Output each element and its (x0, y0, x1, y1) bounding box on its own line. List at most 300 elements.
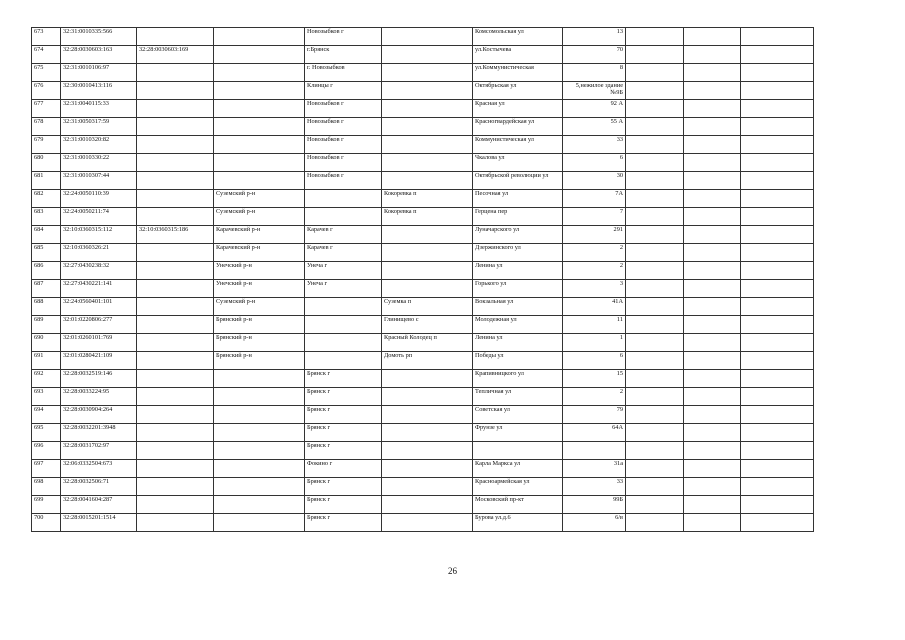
cadastral-number-2-cell (137, 208, 214, 226)
street-cell: Коммунистическая ул (473, 136, 563, 154)
settlement-cell (382, 424, 473, 442)
empty-cell (741, 298, 814, 316)
cadastral-number-cell: 32:28:0030603:163 (61, 46, 137, 64)
settlement-cell (382, 46, 473, 64)
street-cell: Луначарского ул (473, 226, 563, 244)
table-row (32, 64, 814, 82)
street-cell (473, 442, 563, 460)
settlement-cell (382, 442, 473, 460)
empty-cell (626, 244, 684, 262)
district-cell (214, 172, 305, 190)
cadastral-number-2-cell (137, 424, 214, 442)
empty-cell (741, 154, 814, 172)
city-cell: Клинцы г (305, 82, 382, 100)
street-cell: Дзержинского ул (473, 244, 563, 262)
house-number-cell: 8 (563, 64, 626, 82)
city-cell: г. Новозыбков (305, 64, 382, 82)
empty-cell (684, 100, 741, 118)
district-cell: Брянский р-н (214, 334, 305, 352)
district-cell: Суземский р-н (214, 208, 305, 226)
house-number-cell: 55 А (563, 118, 626, 136)
city-cell: Новозыбков г (305, 100, 382, 118)
empty-cell (626, 136, 684, 154)
row-number-cell: 675 (32, 64, 61, 82)
cadastral-number-cell: 32:31:0010330:22 (61, 154, 137, 172)
empty-cell (684, 460, 741, 478)
table-row (32, 280, 814, 298)
street-cell: Октябрьская ул (473, 82, 563, 100)
row-number-cell: 676 (32, 82, 61, 100)
cadastral-number-2-cell (137, 172, 214, 190)
street-cell: Молодежная ул (473, 316, 563, 334)
row-number-cell: 693 (32, 388, 61, 406)
district-cell (214, 118, 305, 136)
cadastral-number-2-cell (137, 316, 214, 334)
house-number-cell: 7А (563, 190, 626, 208)
row-number-cell: 686 (32, 262, 61, 280)
empty-cell (741, 514, 814, 532)
row-number-cell: 688 (32, 298, 61, 316)
cadastral-number-cell: 32:28:0032506:71 (61, 478, 137, 496)
empty-cell (684, 28, 741, 46)
empty-cell (626, 370, 684, 388)
cadastral-number-2-cell (137, 334, 214, 352)
settlement-cell: Кокоревка п (382, 208, 473, 226)
empty-cell (626, 298, 684, 316)
house-number-cell: 1 (563, 334, 626, 352)
district-cell (214, 28, 305, 46)
street-cell: Бурова ул.д.6 (473, 514, 563, 532)
table-row (32, 478, 814, 496)
empty-cell (626, 352, 684, 370)
district-cell (214, 406, 305, 424)
city-cell: Брянск г (305, 406, 382, 424)
settlement-cell (382, 136, 473, 154)
empty-cell (684, 262, 741, 280)
house-number-cell: 33 (563, 136, 626, 154)
settlement-cell (382, 478, 473, 496)
house-number-cell: 92 А (563, 100, 626, 118)
empty-cell (684, 172, 741, 190)
empty-cell (741, 370, 814, 388)
table-row (32, 334, 814, 352)
cadastral-number-2-cell (137, 262, 214, 280)
district-cell: Суземский р-н (214, 190, 305, 208)
city-cell (305, 334, 382, 352)
cadastral-number-cell: 32:27:0430238:32 (61, 262, 137, 280)
street-cell: Красноармейская ул (473, 478, 563, 496)
cadastral-number-cell: 32:10:0360315:112 (61, 226, 137, 244)
cadastral-number-cell: 32:28:0030904:264 (61, 406, 137, 424)
empty-cell (741, 442, 814, 460)
row-number-cell: 689 (32, 316, 61, 334)
empty-cell (684, 352, 741, 370)
house-number-cell: 2 (563, 244, 626, 262)
empty-cell (741, 82, 814, 100)
district-cell (214, 82, 305, 100)
empty-cell (741, 406, 814, 424)
table-row (32, 172, 814, 190)
empty-cell (626, 172, 684, 190)
empty-cell (684, 154, 741, 172)
empty-cell (626, 208, 684, 226)
district-cell (214, 478, 305, 496)
table-row (32, 226, 814, 244)
empty-cell (626, 442, 684, 460)
empty-cell (741, 244, 814, 262)
empty-cell (741, 46, 814, 64)
cadastral-number-cell: 32:24:0050110:39 (61, 190, 137, 208)
empty-cell (626, 316, 684, 334)
settlement-cell (382, 28, 473, 46)
city-cell: Карачев г (305, 244, 382, 262)
empty-cell (741, 226, 814, 244)
cadastral-number-cell: 32:31:0040115:33 (61, 100, 137, 118)
house-number-cell: 30 (563, 172, 626, 190)
empty-cell (626, 46, 684, 64)
empty-cell (741, 190, 814, 208)
cadastral-number-cell: 32:28:0032519:146 (61, 370, 137, 388)
street-cell: Советская ул (473, 406, 563, 424)
row-number-cell: 690 (32, 334, 61, 352)
city-cell: г.Брянск (305, 46, 382, 64)
settlement-cell (382, 406, 473, 424)
empty-cell (684, 514, 741, 532)
table-row (32, 388, 814, 406)
settlement-cell: Суземка п (382, 298, 473, 316)
cadastral-number-2-cell (137, 370, 214, 388)
district-cell (214, 388, 305, 406)
house-number-cell: 31а (563, 460, 626, 478)
settlement-cell (382, 172, 473, 190)
settlement-cell (382, 244, 473, 262)
district-cell: Брянский р-н (214, 316, 305, 334)
settlement-cell (382, 226, 473, 244)
cadastral-number-cell: 32:31:0010106:97 (61, 64, 137, 82)
street-cell: Песочная ул (473, 190, 563, 208)
empty-cell (684, 208, 741, 226)
cadastral-number-2-cell (137, 388, 214, 406)
cadastral-number-cell: 32:01:0260101:769 (61, 334, 137, 352)
table-row (32, 442, 814, 460)
city-cell: Унеча г (305, 262, 382, 280)
cadastral-number-cell: 32:31:0010320:82 (61, 136, 137, 154)
street-cell: Вокзальная ул (473, 298, 563, 316)
empty-cell (741, 172, 814, 190)
settlement-cell (382, 118, 473, 136)
cadastral-number-cell: 32:24:0050211:74 (61, 208, 137, 226)
table-row (32, 154, 814, 172)
property-table-sheet (31, 27, 814, 532)
row-number-cell: 677 (32, 100, 61, 118)
settlement-cell (382, 514, 473, 532)
cadastral-number-2-cell (137, 352, 214, 370)
street-cell: Тепличная ул (473, 388, 563, 406)
street-cell: Фрунзе ул (473, 424, 563, 442)
district-cell (214, 460, 305, 478)
settlement-cell (382, 154, 473, 172)
city-cell: Унеча г (305, 280, 382, 298)
empty-cell (626, 64, 684, 82)
empty-cell (684, 496, 741, 514)
house-number-cell: 3 (563, 280, 626, 298)
cadastral-number-2-cell: 32:10:0360315:186 (137, 226, 214, 244)
row-number-cell: 687 (32, 280, 61, 298)
empty-cell (626, 388, 684, 406)
empty-cell (684, 478, 741, 496)
property-table (31, 27, 814, 532)
district-cell: Унечский р-н (214, 280, 305, 298)
empty-cell (741, 118, 814, 136)
row-number-cell: 699 (32, 496, 61, 514)
empty-cell (684, 316, 741, 334)
street-cell: Ленина ул (473, 334, 563, 352)
district-cell (214, 442, 305, 460)
row-number-cell: 673 (32, 28, 61, 46)
city-cell: Брянск г (305, 442, 382, 460)
empty-cell (684, 190, 741, 208)
cadastral-number-cell: 32:28:0015201:1514 (61, 514, 137, 532)
city-cell: Новозыбков г (305, 136, 382, 154)
cadastral-number-2-cell: 32:28:0030603:169 (137, 46, 214, 64)
row-number-cell: 681 (32, 172, 61, 190)
table-row (32, 352, 814, 370)
row-number-cell: 678 (32, 118, 61, 136)
empty-cell (684, 442, 741, 460)
cadastral-number-cell: 32:01:0280421:109 (61, 352, 137, 370)
settlement-cell: Красный Колодец п (382, 334, 473, 352)
cadastral-number-cell: 32:28:0041604:287 (61, 496, 137, 514)
cadastral-number-2-cell (137, 190, 214, 208)
cadastral-number-2-cell (137, 496, 214, 514)
row-number-cell: 692 (32, 370, 61, 388)
settlement-cell (382, 370, 473, 388)
street-cell: Московский пр-кт (473, 496, 563, 514)
cadastral-number-2-cell (137, 406, 214, 424)
district-cell (214, 370, 305, 388)
city-cell (305, 190, 382, 208)
cadastral-number-2-cell (137, 64, 214, 82)
district-cell (214, 514, 305, 532)
empty-cell (684, 136, 741, 154)
house-number-cell (563, 442, 626, 460)
table-row (32, 244, 814, 262)
table-row (32, 46, 814, 64)
row-number-cell: 680 (32, 154, 61, 172)
cadastral-number-2-cell (137, 298, 214, 316)
table-row (32, 424, 814, 442)
cadastral-number-cell: 32:06:0332504:673 (61, 460, 137, 478)
empty-cell (684, 244, 741, 262)
house-number-cell: 291 (563, 226, 626, 244)
empty-cell (741, 388, 814, 406)
table-row (32, 262, 814, 280)
table-row (32, 316, 814, 334)
empty-cell (741, 262, 814, 280)
cadastral-number-2-cell (137, 460, 214, 478)
empty-cell (626, 154, 684, 172)
city-cell: Брянск г (305, 496, 382, 514)
settlement-cell (382, 64, 473, 82)
cadastral-number-cell: 32:10:0360326:21 (61, 244, 137, 262)
empty-cell (684, 298, 741, 316)
table-row (32, 370, 814, 388)
empty-cell (684, 334, 741, 352)
settlement-cell (382, 460, 473, 478)
city-cell: Новозыбков г (305, 118, 382, 136)
table-row (32, 406, 814, 424)
table-row (32, 28, 814, 46)
empty-cell (684, 424, 741, 442)
house-number-cell: 41А (563, 298, 626, 316)
empty-cell (684, 46, 741, 64)
house-number-cell: 6 (563, 154, 626, 172)
house-number-cell: 2 (563, 262, 626, 280)
table-row (32, 298, 814, 316)
district-cell: Суземский р-н (214, 298, 305, 316)
cadastral-number-cell: 32:31:0050317:59 (61, 118, 137, 136)
cadastral-number-2-cell (137, 154, 214, 172)
row-number-cell: 696 (32, 442, 61, 460)
district-cell: Карачевский р-н (214, 244, 305, 262)
cadastral-number-cell: 32:31:0010307:44 (61, 172, 137, 190)
street-cell: Герцена пер (473, 208, 563, 226)
district-cell (214, 424, 305, 442)
street-cell: Крапивницкого ул (473, 370, 563, 388)
empty-cell (741, 100, 814, 118)
street-cell: Горького ул (473, 280, 563, 298)
empty-cell (741, 478, 814, 496)
street-cell: Красная ул (473, 100, 563, 118)
house-number-cell: 6 (563, 352, 626, 370)
empty-cell (626, 82, 684, 100)
city-cell (305, 316, 382, 334)
cadastral-number-cell: 32:28:0032201:3948 (61, 424, 137, 442)
house-number-cell: 7 (563, 208, 626, 226)
empty-cell (741, 28, 814, 46)
house-number-cell: 2 (563, 388, 626, 406)
row-number-cell: 700 (32, 514, 61, 532)
empty-cell (741, 136, 814, 154)
table-row (32, 100, 814, 118)
district-cell (214, 46, 305, 64)
row-number-cell: 682 (32, 190, 61, 208)
settlement-cell (382, 280, 473, 298)
row-number-cell: 698 (32, 478, 61, 496)
house-number-cell: 11 (563, 316, 626, 334)
cadastral-number-cell: 32:30:0010413:116 (61, 82, 137, 100)
table-row (32, 208, 814, 226)
empty-cell (684, 64, 741, 82)
row-number-cell: 679 (32, 136, 61, 154)
street-cell: Комсомольская ул (473, 28, 563, 46)
empty-cell (741, 64, 814, 82)
empty-cell (741, 460, 814, 478)
house-number-cell: 33 (563, 478, 626, 496)
empty-cell (626, 262, 684, 280)
city-cell: Карачев г (305, 226, 382, 244)
house-number-cell: 70 (563, 46, 626, 64)
empty-cell (741, 316, 814, 334)
empty-cell (741, 334, 814, 352)
city-cell (305, 352, 382, 370)
empty-cell (741, 208, 814, 226)
house-number-cell: 13 (563, 28, 626, 46)
settlement-cell (382, 388, 473, 406)
street-cell: Чкалова ул (473, 154, 563, 172)
row-number-cell: 684 (32, 226, 61, 244)
row-number-cell: 694 (32, 406, 61, 424)
district-cell: Карачевский р-н (214, 226, 305, 244)
cadastral-number-cell: 32:31:0010335:566 (61, 28, 137, 46)
empty-cell (626, 514, 684, 532)
street-cell: ул.Костычева (473, 46, 563, 64)
city-cell: Брянск г (305, 514, 382, 532)
cadastral-number-cell: 32:01:0220806:277 (61, 316, 137, 334)
settlement-cell: Домоть рп (382, 352, 473, 370)
city-cell: Новозыбков г (305, 154, 382, 172)
empty-cell (684, 280, 741, 298)
table-row (32, 496, 814, 514)
city-cell: Брянск г (305, 388, 382, 406)
cadastral-number-2-cell (137, 136, 214, 154)
settlement-cell (382, 496, 473, 514)
empty-cell (626, 28, 684, 46)
row-number-cell: 683 (32, 208, 61, 226)
cadastral-number-2-cell (137, 82, 214, 100)
house-number-cell: 6/в (563, 514, 626, 532)
settlement-cell: Кокоревка п (382, 190, 473, 208)
district-cell: Унечский р-н (214, 262, 305, 280)
empty-cell (626, 190, 684, 208)
empty-cell (684, 370, 741, 388)
cadastral-number-2-cell (137, 442, 214, 460)
empty-cell (626, 118, 684, 136)
empty-cell (684, 118, 741, 136)
table-body (32, 28, 814, 532)
city-cell (305, 208, 382, 226)
district-cell (214, 496, 305, 514)
empty-cell (626, 100, 684, 118)
cadastral-number-2-cell (137, 280, 214, 298)
city-cell: Новозыбков г (305, 28, 382, 46)
empty-cell (626, 280, 684, 298)
table-row (32, 514, 814, 532)
empty-cell (684, 406, 741, 424)
empty-cell (741, 496, 814, 514)
street-cell: Красногвардейская ул (473, 118, 563, 136)
page-number: 26 (448, 566, 457, 576)
city-cell: Фокино г (305, 460, 382, 478)
empty-cell (626, 478, 684, 496)
street-cell: ул.Коммунистическая (473, 64, 563, 82)
house-number-cell: 79 (563, 406, 626, 424)
house-number-cell: 64А (563, 424, 626, 442)
cadastral-number-2-cell (137, 478, 214, 496)
cadastral-number-2-cell (137, 28, 214, 46)
cadastral-number-cell: 32:24:0560401:101 (61, 298, 137, 316)
empty-cell (684, 226, 741, 244)
city-cell: Брянск г (305, 478, 382, 496)
row-number-cell: 685 (32, 244, 61, 262)
settlement-cell (382, 100, 473, 118)
empty-cell (741, 352, 814, 370)
cadastral-number-2-cell (137, 118, 214, 136)
row-number-cell: 697 (32, 460, 61, 478)
cadastral-number-2-cell (137, 514, 214, 532)
house-number-cell: 15 (563, 370, 626, 388)
settlement-cell: Глинищево с (382, 316, 473, 334)
